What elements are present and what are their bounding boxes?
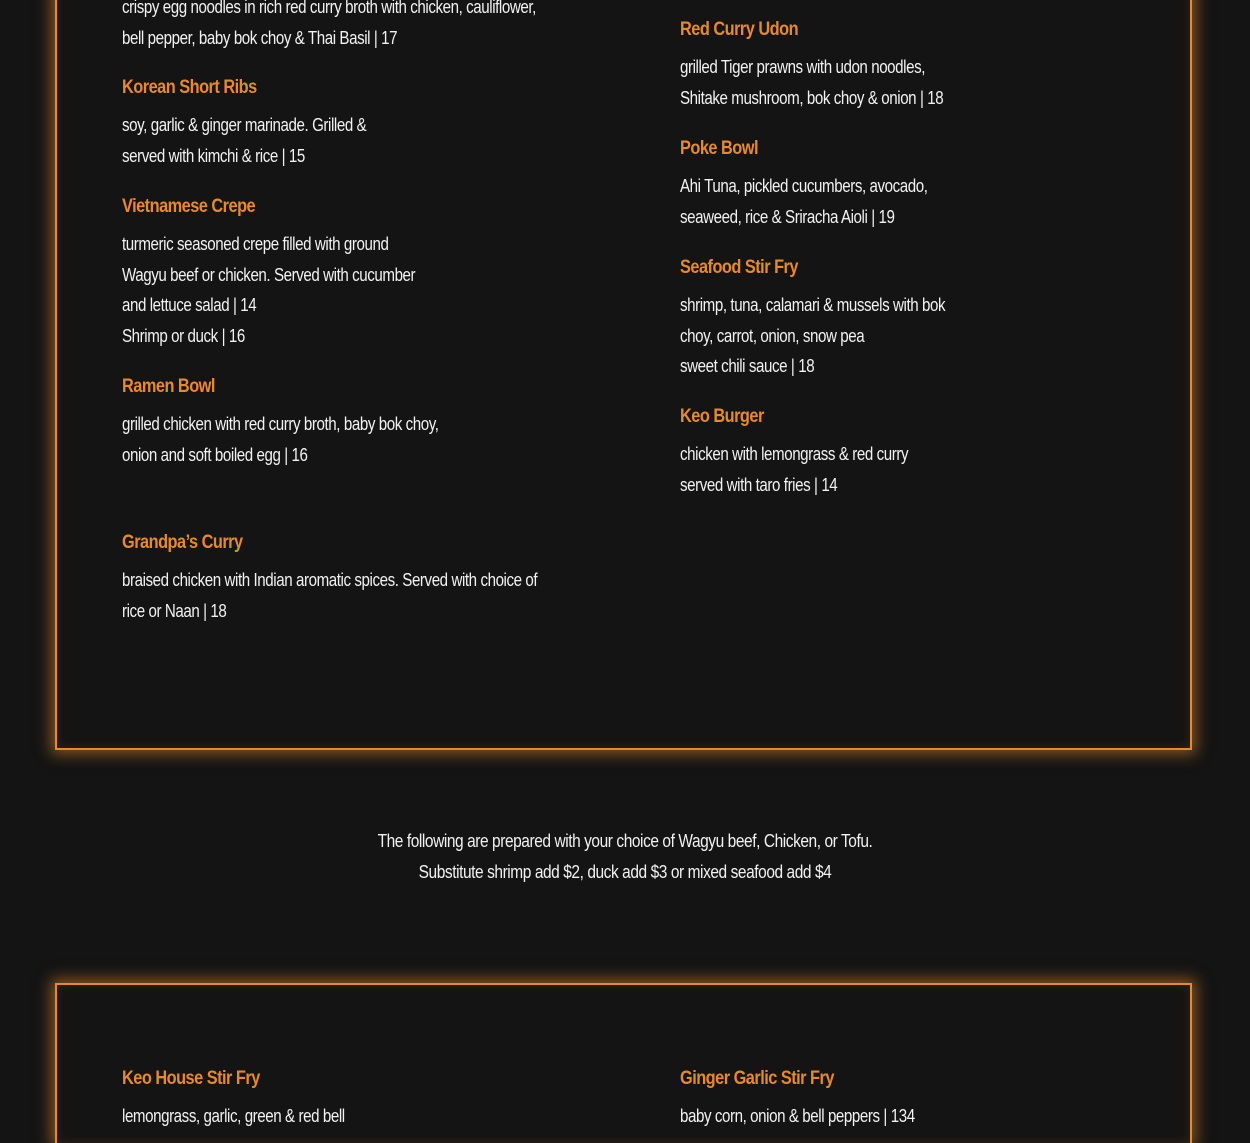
note-line: The following are prepared with your choice of Wagyu beef, Chicken, or Tofu. (377, 831, 873, 851)
menu-item-ginger-garlic-stir-fry (680, 1067, 1150, 1132)
item-desc-line: served with taro fries | 14 (680, 474, 838, 495)
item-desc-line: baby corn, onion & bell peppers | 134 (680, 1106, 915, 1126)
item-desc-line: crispy egg noodles in rich red curry broth with chicken, cauliflower, (122, 0, 536, 17)
item-desc-line: braised chicken with Indian aromatic spices. Served with choice of (122, 570, 538, 590)
menu-item-red-curry-noodles (122, 0, 592, 53)
item-desc-line: Shitake mushroom, bok choy & onion | 18 (680, 87, 944, 108)
menu-item-vietnamese-crepe (122, 195, 592, 351)
item-desc-line: rice or Naan | 18 (122, 600, 227, 621)
item-title: Keo Burger (680, 406, 764, 427)
item-title: Red Curry Udon (680, 19, 799, 40)
protein-choice-note (0, 826, 1250, 888)
item-title: Ramen Bowl (122, 376, 215, 397)
item-desc-line: chicken with lemongrass & red curry (680, 444, 909, 464)
item-desc-line: seaweed, rice & Sriracha Aioli | 19 (680, 206, 895, 227)
item-desc-line: onion and soft boiled egg | 16 (122, 444, 308, 465)
item-title: Vietnamese Crepe (122, 196, 256, 217)
item-title: Keo House Stir Fry (122, 1068, 260, 1089)
menu-item-korean-short-ribs (122, 76, 592, 171)
item-desc-line: grilled chicken with red curry broth, baby bok choy, (122, 414, 439, 434)
item-desc-line: grilled Tiger prawns with udon noodles, (680, 57, 926, 77)
note-line: Substitute shrimp add $2, duck add $3 or mixed seafood add $4 (418, 862, 832, 882)
item-desc-line: soy, garlic & ginger marinade. Grilled & (122, 115, 367, 135)
item-desc-line: Ahi Tuna, pickled cucumbers, avocado, (680, 176, 928, 196)
item-desc-line: shrimp, tuna, calamari & mussels with bok (680, 295, 946, 315)
menu-item-poke-bowl (680, 137, 1150, 232)
item-title: Grandpa’s Curry (122, 532, 243, 553)
item-desc-line: Shrimp or duck | 16 (122, 325, 245, 346)
item-title: Korean Short Ribs (122, 77, 257, 98)
menu-item-red-curry-udon (680, 18, 1150, 113)
item-desc-line: served with kimchi & rice | 15 (122, 145, 305, 166)
item-desc-line: Wagyu beef or chicken. Served with cucumber (122, 264, 416, 285)
item-desc-line: sweet chili sauce | 18 (680, 356, 815, 376)
menu-item-seafood-stir-fry (680, 256, 1150, 382)
item-desc-line: and lettuce salad | 14 (122, 295, 257, 315)
item-title: Poke Bowl (680, 138, 758, 159)
item-title: Ginger Garlic Stir Fry (680, 1068, 834, 1089)
menu-item-grandpas-curry (122, 531, 592, 626)
item-title: Seafood Stir Fry (680, 257, 798, 278)
item-desc-line: turmeric seasoned crepe filled with ground (122, 234, 389, 254)
menu-item-keo-house-stir-fry (122, 1067, 592, 1132)
menu-item-keo-burger (680, 405, 1150, 500)
item-desc-line: lemongrass, garlic, green & red bell (122, 1106, 345, 1126)
menu-item-ramen-bowl (122, 375, 592, 470)
item-desc-line: choy, carrot, onion, snow pea (680, 325, 865, 346)
item-desc-line: bell pepper, baby bok choy & Thai Basil | 17 (122, 27, 398, 48)
